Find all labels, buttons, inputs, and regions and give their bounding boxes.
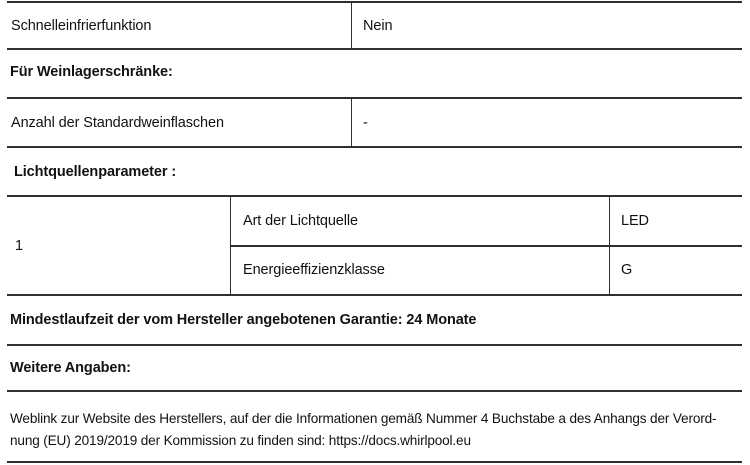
light-type-value-cell bbox=[609, 197, 742, 245]
light-type-label-cell bbox=[231, 197, 609, 245]
weblink-line-1: Weblink zur Website des Herstellers, auf der die Informationen gemäß Nummer 4 Buchstabe a des Anhangs der Verord- bbox=[10, 411, 717, 426]
table-light-source bbox=[7, 195, 742, 296]
guarantee-text: Mindestlaufzeit der vom Hersteller angebotenen Garantie: 24 Monate bbox=[10, 312, 477, 328]
light-type-label: Art der Lichtquelle bbox=[243, 212, 358, 229]
table-quick-freeze bbox=[7, 1, 742, 50]
separator-rule bbox=[7, 461, 742, 463]
light-source-row-class bbox=[231, 247, 742, 295]
light-class-value: G bbox=[621, 262, 633, 279]
table-wine-bottles bbox=[7, 97, 742, 148]
light-type-value: LED bbox=[621, 212, 649, 229]
quick-freeze-value-cell bbox=[352, 3, 742, 48]
light-class-label-cell bbox=[231, 247, 609, 295]
wine-bottles-value: - bbox=[363, 114, 368, 131]
wine-bottles-label-cell bbox=[7, 99, 352, 146]
quick-freeze-label: Schnelleinfrierfunktion bbox=[11, 17, 152, 34]
separator-rule bbox=[7, 344, 742, 346]
quick-freeze-value: Nein bbox=[363, 17, 393, 34]
wine-bottles-label: Anzahl der Standardweinflaschen bbox=[11, 114, 224, 131]
wine-bottles-value-cell bbox=[352, 99, 742, 146]
weblink-paragraph bbox=[10, 408, 745, 452]
light-source-rows bbox=[230, 197, 742, 294]
light-class-label: Energieeffizienzklasse bbox=[243, 262, 385, 279]
wine-section-heading: Für Weinlagerschränke: bbox=[10, 64, 173, 80]
light-class-value-cell bbox=[609, 247, 742, 295]
light-source-index-cell bbox=[7, 197, 230, 294]
separator-rule bbox=[7, 390, 742, 392]
weblink-line-2: nung (EU) 2019/2019 der Kommission zu finden sind: https://docs.whirlpool.eu bbox=[10, 433, 471, 448]
quick-freeze-label-cell bbox=[7, 3, 352, 48]
light-source-index: 1 bbox=[15, 237, 23, 254]
additional-info-heading: Weitere Angaben: bbox=[10, 360, 131, 376]
light-section-heading: Lichtquellenparameter : bbox=[14, 164, 177, 180]
light-source-row-type bbox=[231, 197, 742, 247]
